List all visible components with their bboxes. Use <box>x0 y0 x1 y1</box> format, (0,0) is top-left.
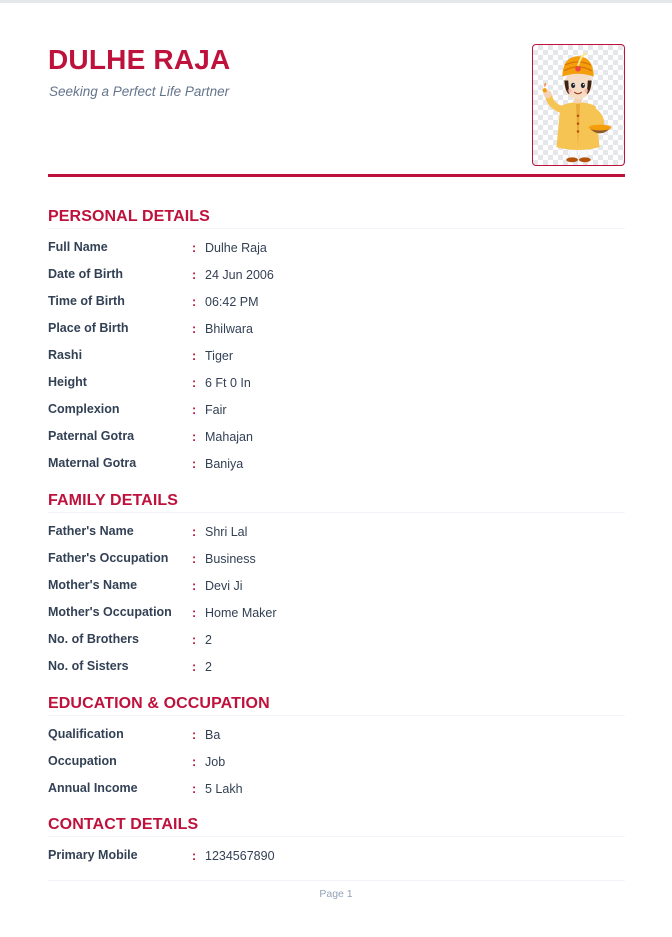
detail-row-full-name <box>48 240 625 267</box>
row-label: Maternal Gotra <box>48 456 137 470</box>
detail-row-mothers-occupation <box>48 605 625 632</box>
row-label: Qualification <box>48 727 124 741</box>
row-label: Time of Birth <box>48 294 125 308</box>
row-value: Shri Lal <box>205 525 248 539</box>
detail-row-rashi <box>48 348 625 375</box>
row-value: 24 Jun 2006 <box>205 268 274 282</box>
row-label: Height <box>48 375 87 389</box>
row-label: Rashi <box>48 348 83 362</box>
detail-rows <box>48 524 625 686</box>
profile-photo <box>532 44 625 166</box>
row-separator: : <box>192 295 197 309</box>
row-separator: : <box>192 430 197 444</box>
row-separator: : <box>192 268 197 282</box>
row-value: Tiger <box>205 349 234 363</box>
detail-rows <box>48 727 625 808</box>
row-separator: : <box>192 376 197 390</box>
row-value: Devi Ji <box>205 579 243 593</box>
section-title: CONTACT DETAILS <box>48 816 625 837</box>
row-label: Father's Occupation <box>48 551 169 565</box>
row-label: Primary Mobile <box>48 848 138 862</box>
row-value: 2 <box>205 660 212 674</box>
row-label: Full Name <box>48 240 108 254</box>
row-value: 2 <box>205 633 212 647</box>
row-label: Mother's Name <box>48 578 138 592</box>
section-contact-details <box>48 816 625 875</box>
detail-row-mothers-name <box>48 578 625 605</box>
row-separator: : <box>192 606 197 620</box>
row-label: Occupation <box>48 754 117 768</box>
detail-row-annual-income <box>48 781 625 808</box>
detail-row-fathers-name <box>48 524 625 551</box>
detail-row-place-of-birth <box>48 321 625 348</box>
detail-rows <box>48 240 625 483</box>
row-value: Mahajan <box>205 430 253 444</box>
row-separator: : <box>192 241 197 255</box>
detail-row-qualification <box>48 727 625 754</box>
row-label: Paternal Gotra <box>48 429 135 443</box>
row-value: Home Maker <box>205 606 277 620</box>
profile-name: DULHE RAJA <box>48 44 231 75</box>
detail-row-complexion <box>48 402 625 429</box>
row-separator: : <box>192 457 197 471</box>
row-value: Baniya <box>205 457 244 471</box>
footer-divider <box>48 880 625 881</box>
detail-row-occupation <box>48 754 625 781</box>
row-value: 06:42 PM <box>205 295 259 309</box>
row-label: No. of Sisters <box>48 659 129 673</box>
row-separator: : <box>192 633 197 647</box>
row-separator: : <box>192 403 197 417</box>
detail-row-sisters <box>48 659 625 686</box>
row-label: Date of Birth <box>48 267 123 281</box>
row-label: No. of Brothers <box>48 632 139 646</box>
section-personal-details <box>48 208 625 483</box>
header-divider <box>48 174 625 177</box>
detail-row-time-of-birth <box>48 294 625 321</box>
row-value: Bhilwara <box>205 322 253 336</box>
row-separator: : <box>192 849 197 863</box>
section-education-occupation <box>48 695 625 808</box>
row-label: Mother's Occupation <box>48 605 172 619</box>
profile-tagline: Seeking a Perfect Life Partner <box>49 84 230 99</box>
row-separator: : <box>192 322 197 336</box>
section-title: EDUCATION & OCCUPATION <box>48 695 625 716</box>
row-value: 6 Ft 0 In <box>205 376 251 390</box>
row-label: Annual Income <box>48 781 138 795</box>
page-top-border <box>0 0 672 3</box>
row-value: Dulhe Raja <box>205 241 267 255</box>
detail-row-primary-mobile <box>48 848 625 875</box>
row-value: Business <box>205 552 256 566</box>
detail-row-paternal-gotra <box>48 429 625 456</box>
row-separator: : <box>192 782 197 796</box>
section-family-details <box>48 492 625 686</box>
row-separator: : <box>192 552 197 566</box>
row-separator: : <box>192 755 197 769</box>
row-label: Place of Birth <box>48 321 129 335</box>
row-separator: : <box>192 579 197 593</box>
row-value: 1234567890 <box>205 849 275 863</box>
row-separator: : <box>192 525 197 539</box>
section-title: PERSONAL DETAILS <box>48 208 625 229</box>
row-label: Complexion <box>48 402 120 416</box>
section-title: FAMILY DETAILS <box>48 492 625 513</box>
row-separator: : <box>192 728 197 742</box>
detail-rows <box>48 848 625 875</box>
row-value: Fair <box>205 403 227 417</box>
groom-illustration <box>533 45 624 165</box>
detail-row-brothers <box>48 632 625 659</box>
row-value: Ba <box>205 728 221 742</box>
row-label: Father's Name <box>48 524 134 538</box>
detail-row-date-of-birth <box>48 267 625 294</box>
header <box>48 44 625 166</box>
row-separator: : <box>192 660 197 674</box>
detail-row-maternal-gotra <box>48 456 625 483</box>
detail-row-fathers-occupation <box>48 551 625 578</box>
row-separator: : <box>192 349 197 363</box>
detail-row-height <box>48 375 625 402</box>
page-number: Page 1 <box>319 888 353 900</box>
row-value: 5 Lakh <box>205 782 243 796</box>
row-value: Job <box>205 755 226 769</box>
